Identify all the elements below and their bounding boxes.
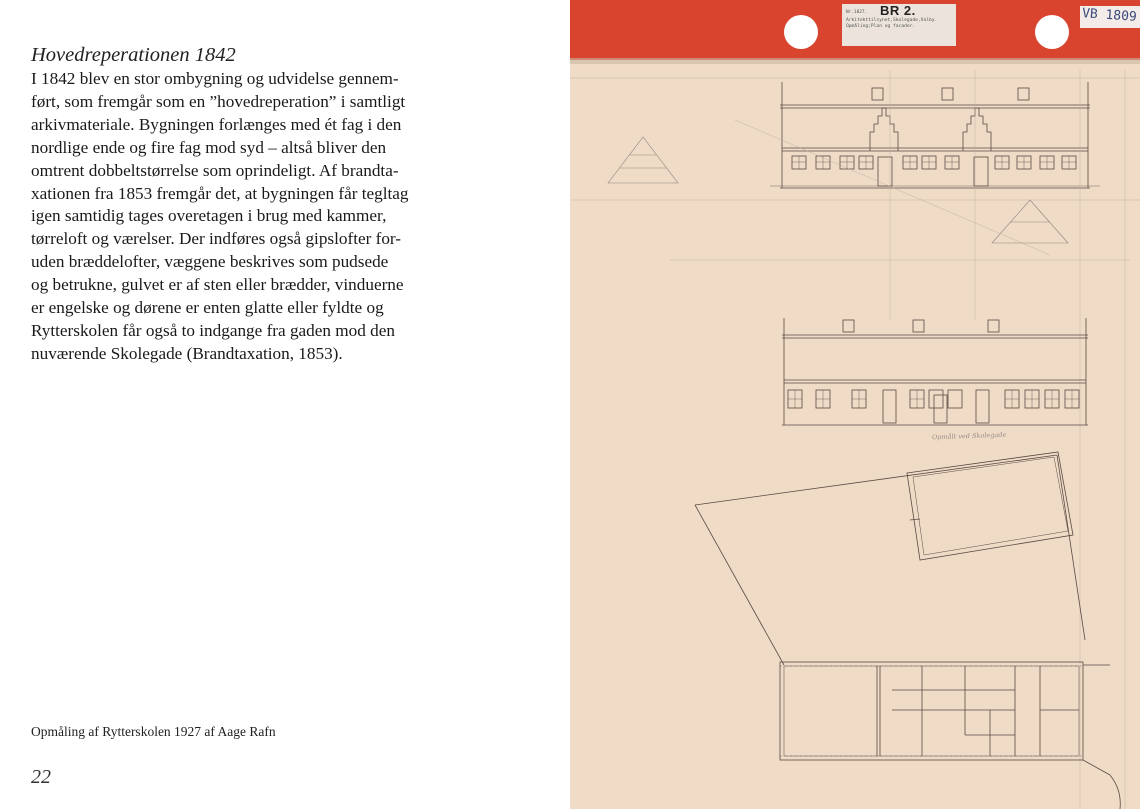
page-number: 22	[31, 766, 51, 788]
body-line: igen samtidig tages overetagen i brug med kammer,	[31, 206, 387, 226]
architectural-drawing-scan	[570, 0, 1140, 809]
body-line: arkivmateriale. Bygningen forlænges med ét fag i den	[31, 114, 402, 134]
body-line: uden bræddelofter, væggene beskrives som pudsede	[31, 252, 389, 272]
label-description: Arkitekttilsynet,Skolegade,Valby. Opmåling;Plan og facader.	[846, 18, 938, 29]
label-code: BR 2.	[880, 3, 916, 18]
drawing-illustration	[570, 0, 1140, 809]
punch-hole	[784, 15, 818, 49]
section-heading: Hovedreperationen 1842	[31, 44, 236, 66]
pencil-note: Opmålt ved Skolegade	[931, 430, 1007, 442]
body-line: nordlige ende og fire fag mod syd – altså bliver den	[31, 137, 387, 157]
body-line: er engelske og dørene er enten glatte eller fyldte og	[31, 298, 384, 318]
label-number: Nr.1027.	[846, 10, 868, 15]
archive-stamp: VB 1809	[1081, 6, 1138, 25]
body-line: nuværende Skolegade (Brandtaxation, 1853).	[31, 343, 343, 363]
body-line: I 1842 blev en stor ombygning og udvidelse gennem-	[31, 69, 399, 88]
body-line: tørreloft og værelser. Der indføres også gipslofter for-	[31, 229, 402, 249]
body-text	[31, 68, 439, 366]
body-line: omtrent dobbeltstørrelse som oprindeligt. Af brandta-	[31, 160, 399, 180]
body-line: ført, som fremgår som en ”hovedreperation” i samtligt	[31, 91, 406, 111]
body-line: xationen fra 1853 fremgår det, at bygningen får tegltag	[31, 183, 409, 203]
body-line: Rytterskolen får også to indgange fra gaden mod den	[31, 320, 395, 340]
figure-caption: Opmåling af Rytterskolen 1927 af Aage Rafn	[31, 724, 276, 739]
punch-hole	[1035, 15, 1069, 49]
body-line: og betrukne, gulvet er af sten eller brædder, vinduerne	[31, 275, 404, 295]
